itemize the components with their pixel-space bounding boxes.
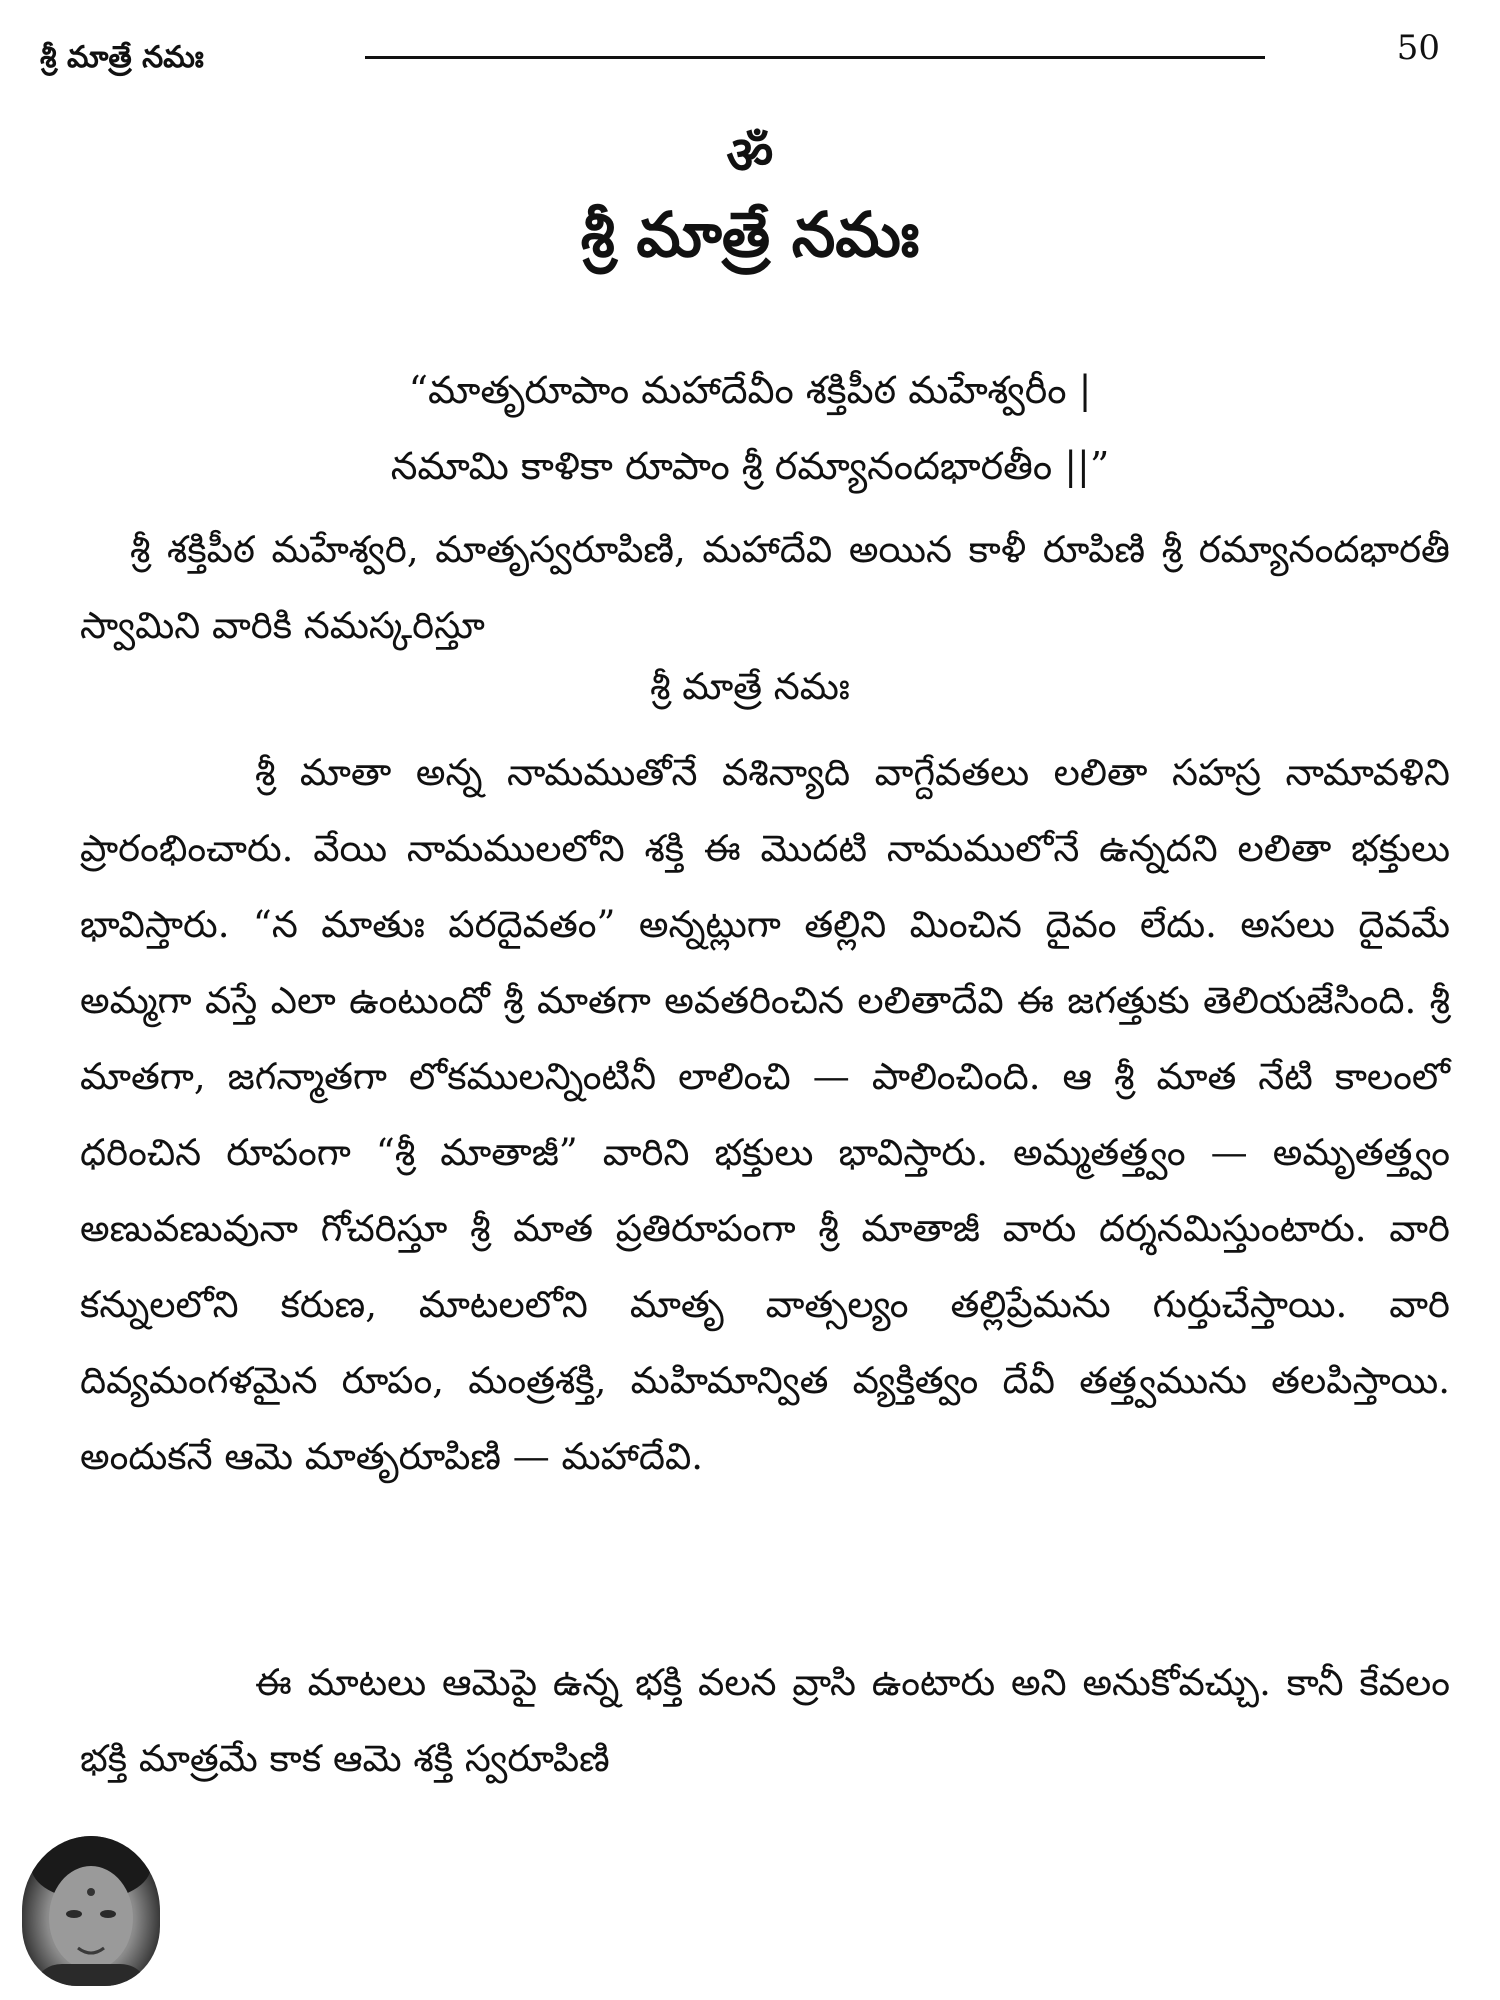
- paragraph-continuation: ఈ మాటలు ఆమెపై ఉన్న భక్తి వలన వ్రాసి ఉంటారు అని అనుకోవచ్చు. కానీ కేవలం భక్తి మాత్రమే కాక ఆమె శక్తి స్వరూపిణి: [80, 1661, 1450, 1780]
- portrait-drawing: [22, 1836, 160, 1986]
- page-number: 50: [1396, 28, 1440, 68]
- verse-line-1: “మాతృరూపాం మహాదేవీం శక్తిపీఠ మహేశ్వరీం |: [408, 368, 1092, 412]
- paragraph-main: శ్రీ మాతా అన్న నామముతోనే వశిన్యాది వాగ్దేవతలు లలితా సహస్ర నామావళిని ప్రారంభించారు. వేయి నామములలోని శక్తి ఈ మొదటి నామములోనే ఉన్నదని లలితా భక్తులు భావిస్తారు. “న మాతుః పరదైవతం” అన్నట్లుగా తల్లిని మించిన దైవం లేదు. అసలు దైవమే అమ్మగా వస్తే ఎలా ఉంటుందో శ్రీ మాతగా అవతరించిన లలితాదేవి ఈ జగత్తుకు తెలియజేసింది. శ్రీ మాతగా, జగన్మాతగా లోకములన్నింటినీ లాలించి — పాలించింది. ఆ శ్రీ మాత నేటి కాలంలో ధరించిన రూపంగా “శ్రీ మాతాజీ” వారిని భక్తులు భావిస్తారు. అమ్మతత్త్వం — అమృతత్త్వం అణువణువునా గోచరిస్తూ శ్రీ మాత ప్రతిరూపంగా శ్రీ మాతాజీ వారు దర్శనమిస్తుంటారు. వారి కన్నులలోని కరుణ, మాటలలోని మాతృ వాత్సల్యం తల్లిప్రేమను గుర్తుచేస్తాయి. వారి దివ్యమంగళమైన రూపం, మంత్రశక్తి, మహిమాన్విత వ్యక్తిత్వం దేవీ తత్త్వమును తలపిస్తాయి. అందుకనే ఆమె మాతృరూపిణి — మహాదేవి.: [80, 751, 1450, 1478]
- verse-line-2: నమామి కాళికా రూపాం శ్రీ రమ్యానందభారతీం ||”: [390, 444, 1110, 488]
- om-icon: ॐ: [726, 126, 774, 186]
- author-portrait-image: [22, 1836, 160, 1986]
- running-header-title: శ్రీ మాత్రే నమః: [40, 40, 204, 75]
- header-rule: [365, 56, 1265, 59]
- paragraph-dedication: శ్రీ శక్తిపీఠ మహేశ్వరి, మాతృస్వరూపిణి, మహాదేవి అయిన కాళీ రూపిణి శ్రీ రమ్యానందభారతీ స్వామిని వారికి నమస్కరిస్తూ: [80, 528, 1450, 647]
- centered-invocation: శ్రీ మాత్రే నమః: [650, 665, 850, 708]
- page-title: శ్రీ మాత్రే నమః: [580, 198, 920, 271]
